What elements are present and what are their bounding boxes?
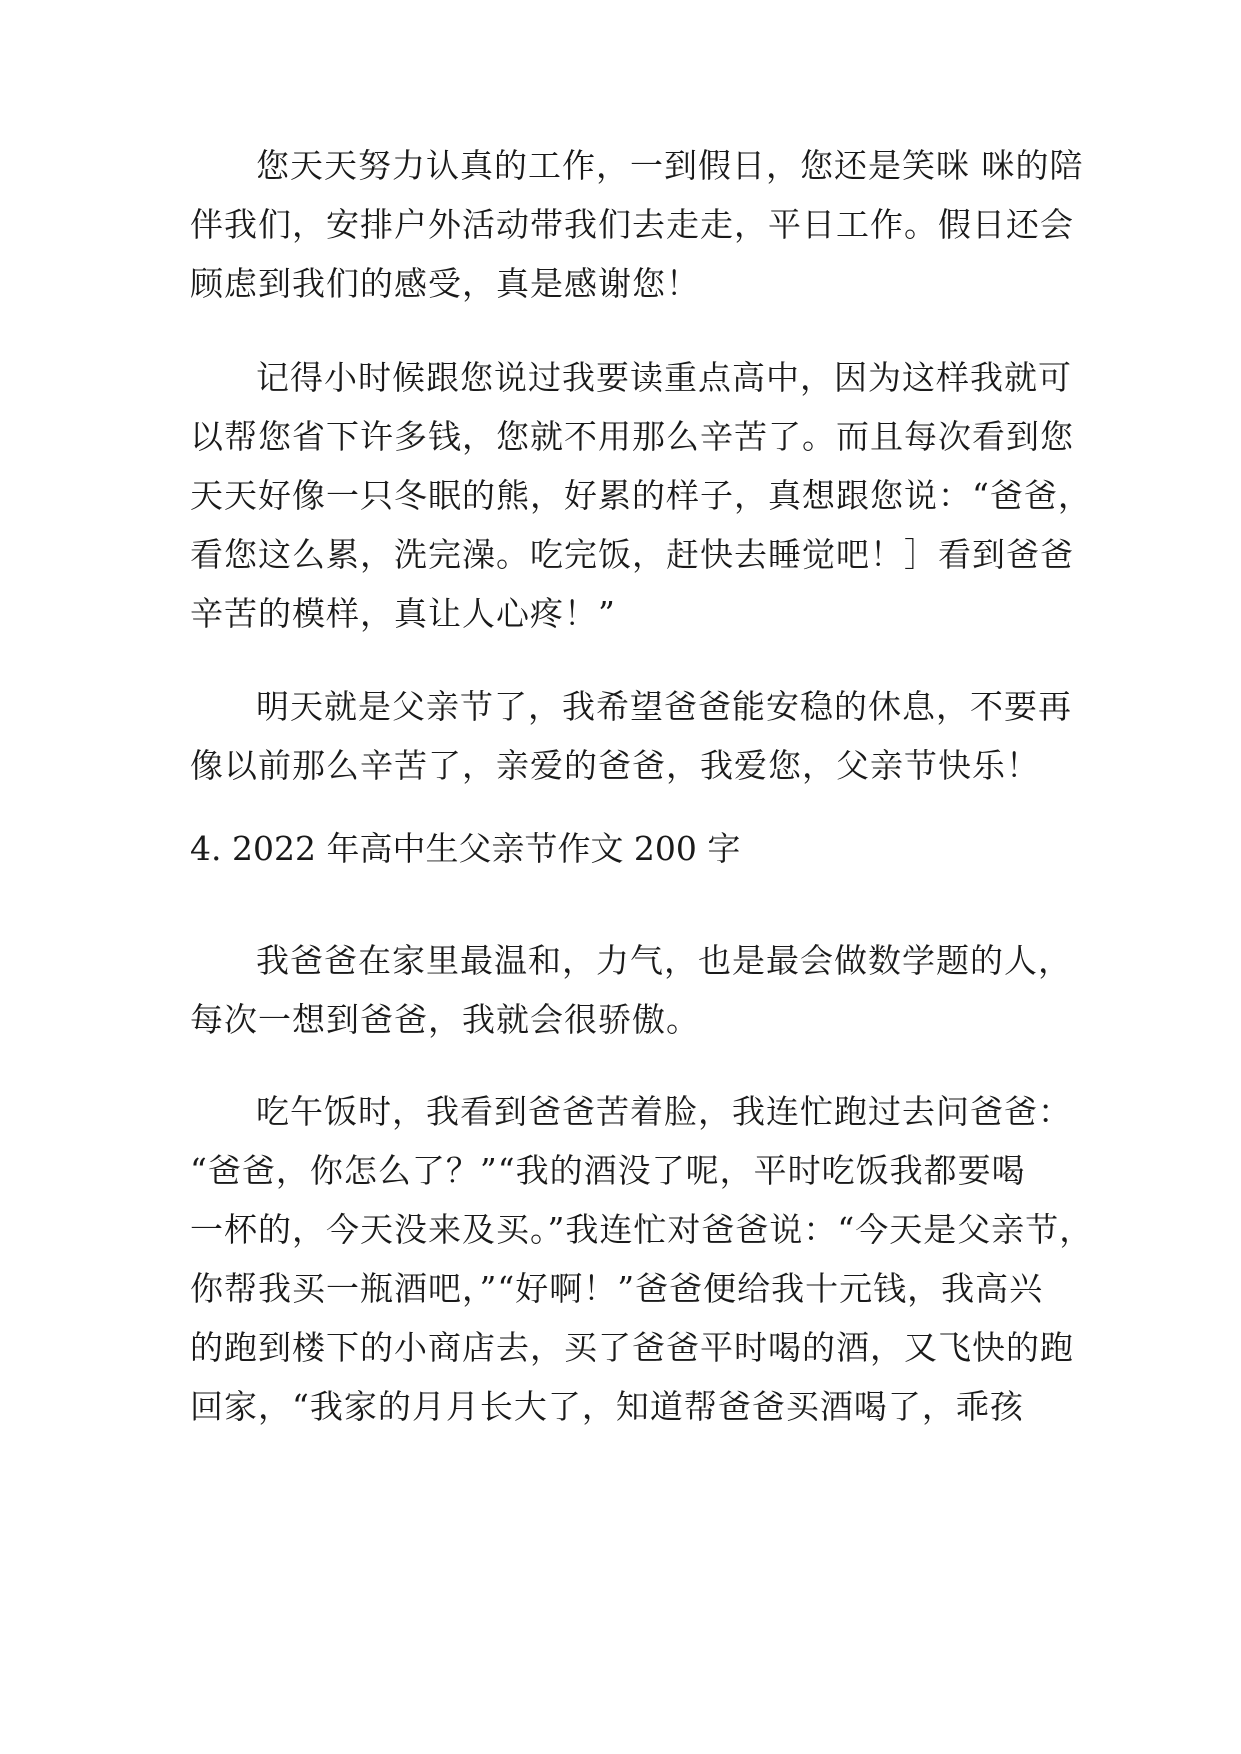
- paragraph-line: 记得小时候跟您说过我要读重点高中，因为这样我就可: [256, 358, 1072, 397]
- paragraph-line: 的跑到楼下的小商店去，买了爸爸平时喝的酒，又飞快的跑: [190, 1328, 1074, 1367]
- section-heading: 4. 2022 年高中生父亲节作文 200 字: [190, 829, 741, 868]
- paragraph-line: 像以前那么辛苦了，亲爱的爸爸，我爱您，父亲节快乐！: [190, 746, 1040, 785]
- paragraph-line: 天天好像一只冬眠的熊，好累的样子，真想跟您说：“爸爸，: [190, 476, 1092, 515]
- paragraph-line: 你帮我买一瓶酒吧，”“好啊！”爸爸便给我十元钱，我高兴: [190, 1269, 1044, 1308]
- paragraph-line: 一杯的，今天没来及买。”我连忙对爸爸说：“今天是父亲节，: [190, 1210, 1094, 1249]
- paragraph-line: 明天就是父亲节了，我希望爸爸能安稳的休息，不要再: [256, 687, 1072, 726]
- paragraph-memory: [190, 348, 1092, 643]
- paragraph-line: 顾虑到我们的感受，真是感谢您！: [190, 264, 700, 303]
- paragraph-line: 每次一想到爸爸，我就会很骄傲。: [190, 1000, 700, 1039]
- paragraph-line: 吃午饭时，我看到爸爸苦着脸，我连忙跑过去问爸爸：: [256, 1092, 1072, 1131]
- paragraph-fathers-day-wish: [190, 677, 1072, 795]
- paragraph-line: 回家，“我家的月月长大了，知道帮爸爸买酒喝了，乖孩: [190, 1387, 1024, 1426]
- paragraph-line: 您天天努力认真的工作，一到假日，您还是笑咪 咪的陪: [256, 146, 1084, 185]
- paragraph-line: 辛苦的模样，真让人心疼！”: [190, 594, 616, 633]
- paragraph-line: 我爸爸在家里最温和，力气，也是最会做数学题的人，: [256, 941, 1072, 980]
- paragraph-line: “爸爸，你怎么了？”“我的酒没了呢，平时吃饭我都要喝: [190, 1151, 1026, 1190]
- paragraph-line: 看您这么累，洗完澡。吃完饭，赶快去睡觉吧！］看到爸爸: [190, 535, 1074, 574]
- paragraph-line: 伴我们，安排户外活动带我们去走走，平日工作。假日还会: [190, 205, 1074, 244]
- paragraph-buying-wine: [190, 1082, 1094, 1436]
- paragraph-gratitude: [190, 136, 1084, 313]
- paragraph-proud-of-dad: [190, 931, 1072, 1049]
- paragraph-line: 以帮您省下许多钱，您就不用那么辛苦了。而且每次看到您: [190, 417, 1074, 456]
